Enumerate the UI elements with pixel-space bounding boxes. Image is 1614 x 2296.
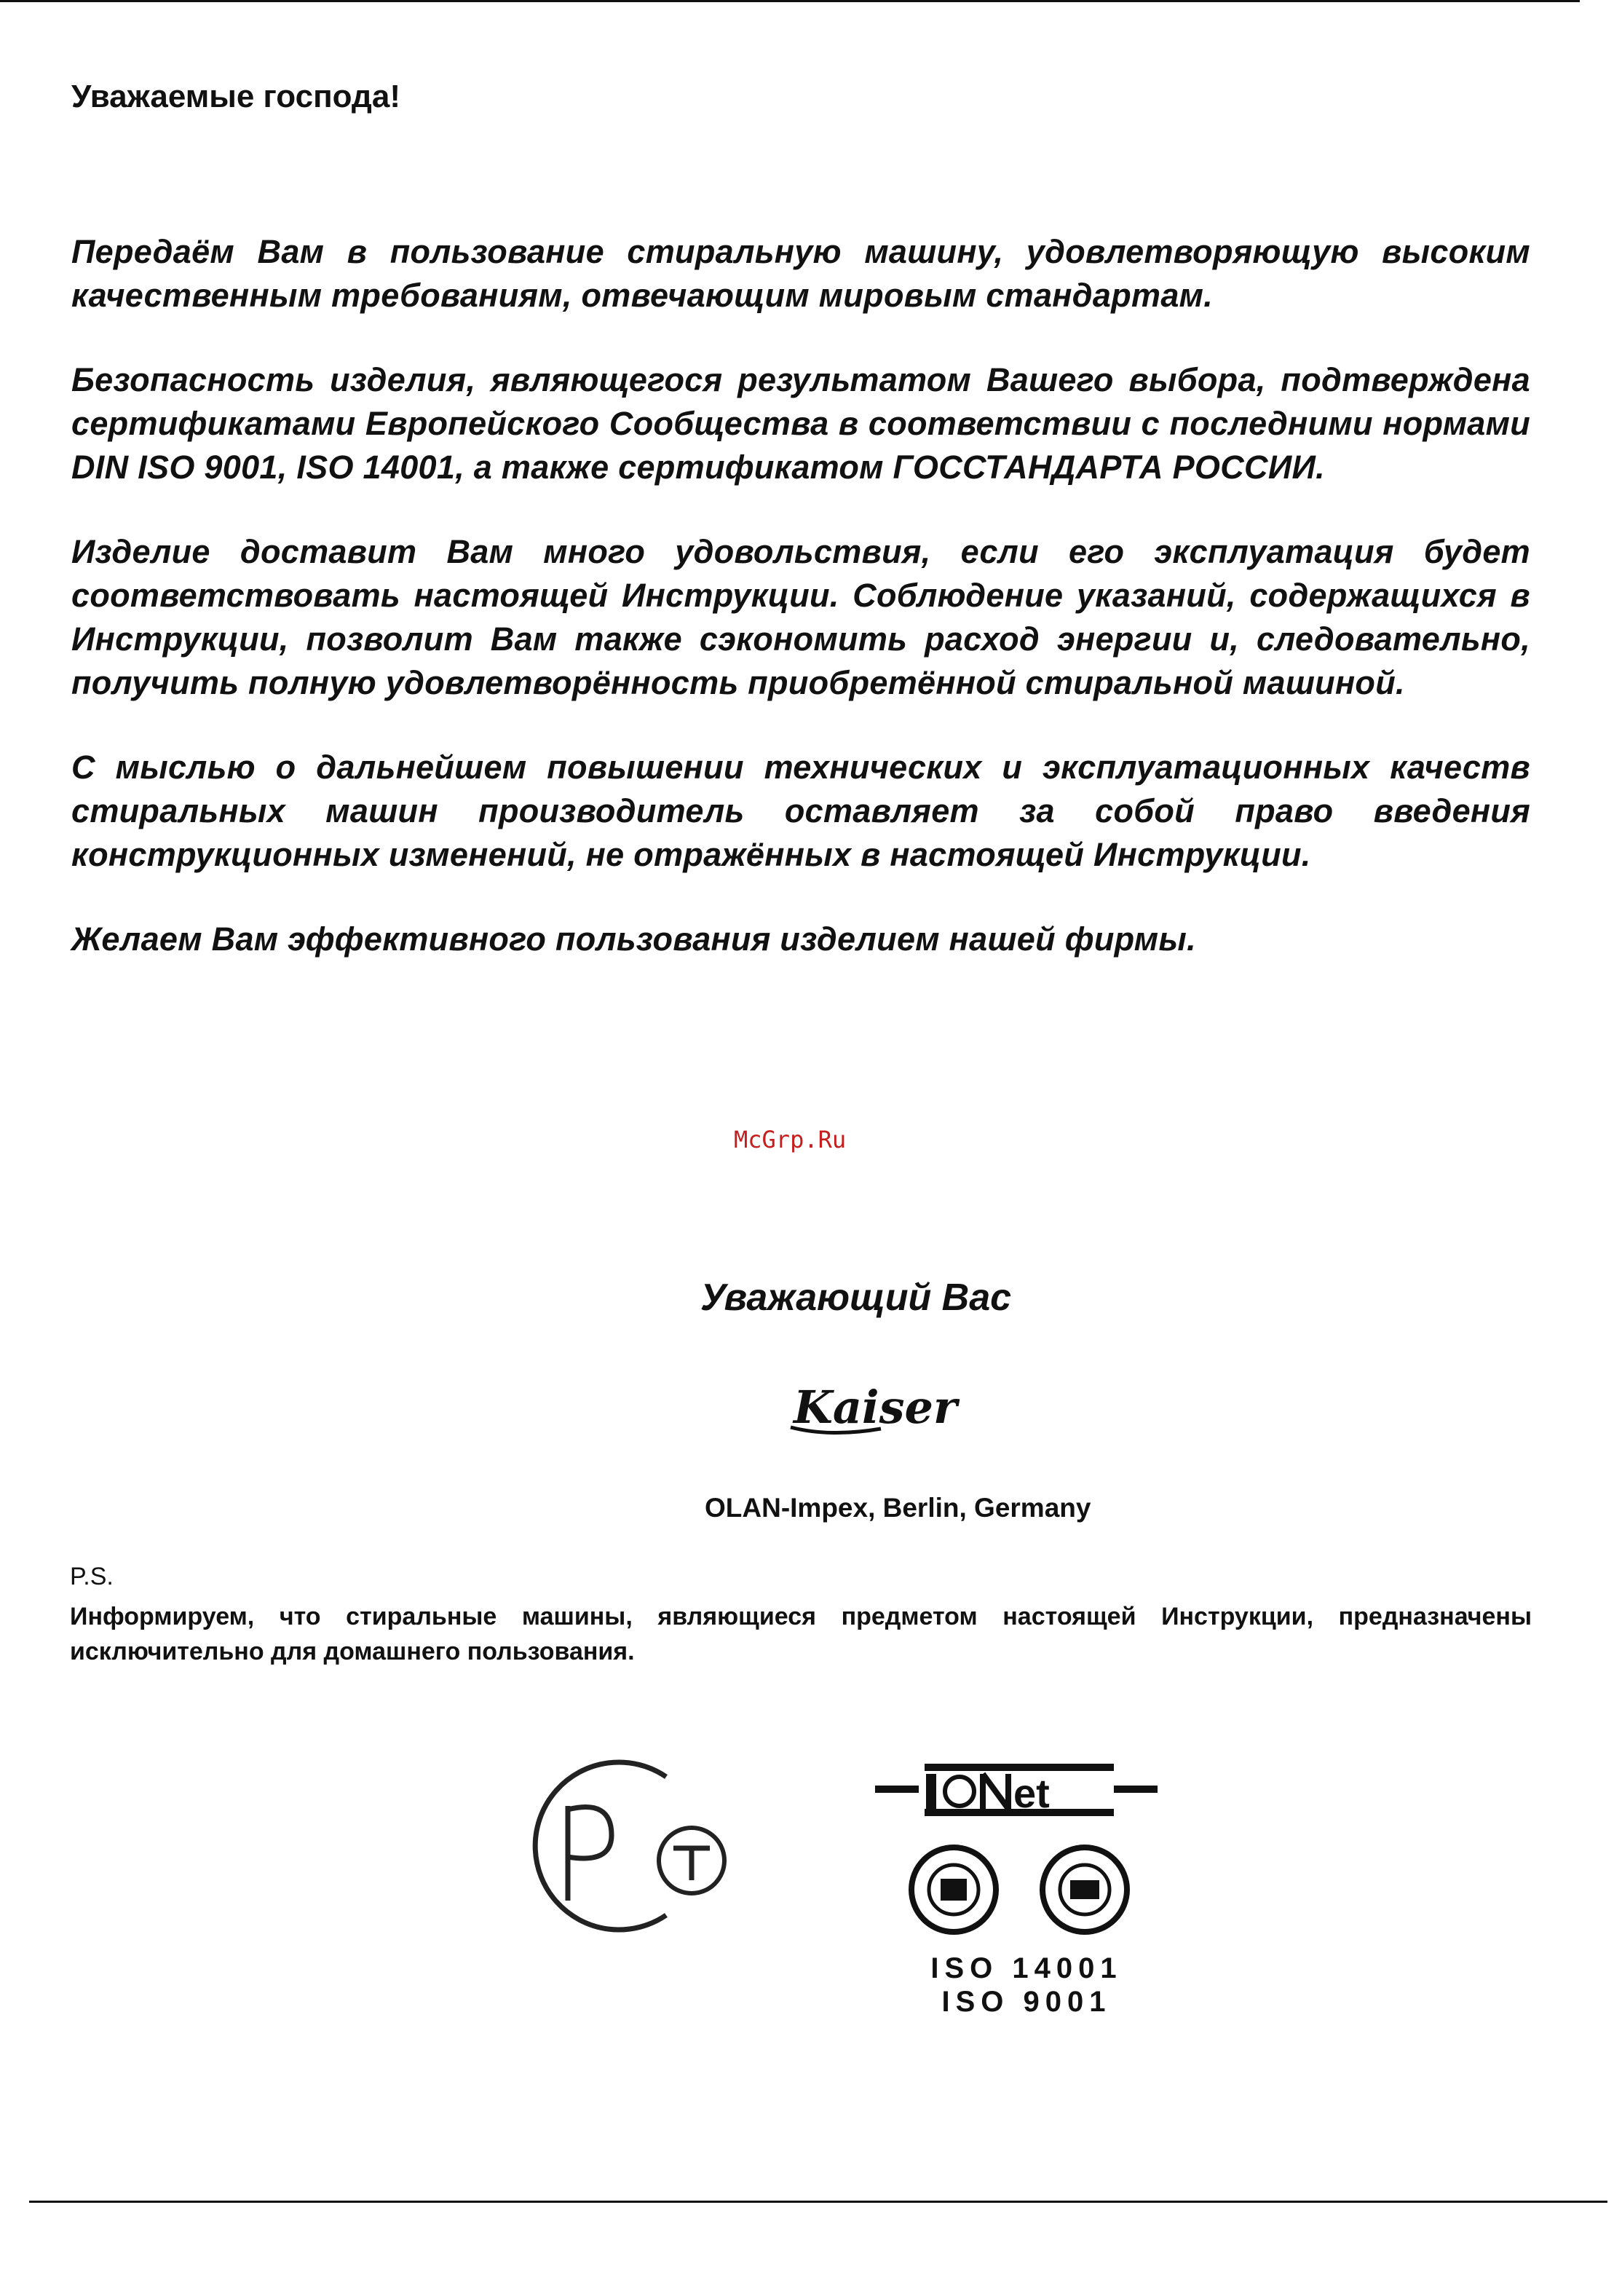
greeting-heading: Уважаемые господа!	[71, 79, 400, 114]
company-name: OLAN-Impex, Berlin, Germany	[705, 1493, 1091, 1523]
watermark-text: McGrp.Ru	[734, 1126, 847, 1153]
bottom-rule	[29, 2201, 1607, 2203]
closing-phrase: Уважающий Вас	[700, 1277, 1012, 1319]
iso-standard-9001: ISO 9001	[941, 1986, 1112, 2018]
paragraph-changes: С мыслью о дальнейшем повышении технических и эксплуатационных качеств стиральных машин производитель оставляет за собой право введения конструкционных изменений, не отражённых в настоящей Инструкции.	[71, 749, 1530, 873]
iso-standards-list	[910, 1952, 1143, 2019]
paragraph-usage: Изделие доставит Вам много удовольствия, если его эксплуатация будет соответствовать настоящей Инструкции. Соблюдение указаний, содержащихся в Инструкции, позволит Вам также сэкономить расход энергии и, следовательно, получить полную удовлетворённость приобретённой стиральной машиной.	[71, 533, 1530, 701]
svg-text:et: et	[1013, 1770, 1050, 1816]
svg-text:Kaiser: Kaiser	[794, 1381, 957, 1434]
rst-certification-icon	[531, 1755, 735, 1941]
paragraph-wishes: Желаем Вам эффективного пользования изделием нашей фирмы.	[71, 920, 1196, 958]
paragraph-safety: Безопасность изделия, являющегося результатом Вашего выбора, подтверждена сертификатами Европейского Сообщества в соответствии с последними нормами DIN ISO 9001, ISO 14001, а также сертификатом ГОССТАНДАРТА РОССИИ.	[71, 361, 1530, 486]
ps-label: P.S.	[70, 1563, 114, 1590]
top-rule	[0, 0, 1580, 2]
ps-text: Информируем, что стиральные машины, являющиеся предметом настоящей Инструкции, предназначены исключительно для домашнего пользования.	[70, 1603, 1532, 1665]
kaiser-signature-logo	[786, 1376, 1005, 1445]
paragraph-intro: Передаём Вам в пользование стиральную машину, удовлетворяющую высоким качественным требованиям, отвечающим мировым стандартам.	[71, 233, 1530, 314]
letter-body	[71, 230, 1530, 1002]
iso-standard-14001: ISO 14001	[930, 1952, 1123, 1984]
